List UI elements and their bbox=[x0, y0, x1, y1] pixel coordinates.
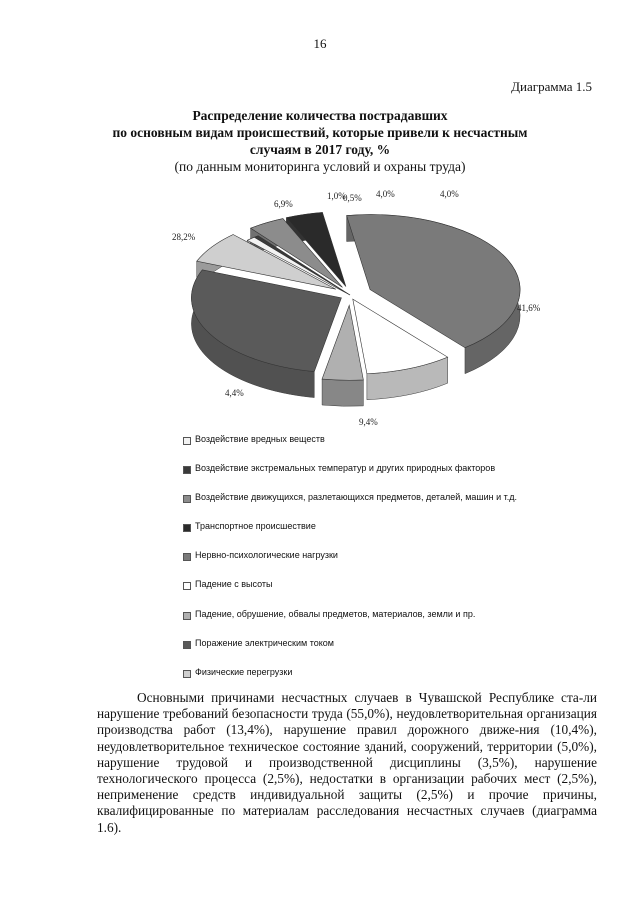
chart-title-line-2: по основным видам происшествий, которые привели к несчастным bbox=[112, 125, 528, 140]
legend-item bbox=[183, 550, 603, 579]
legend-swatch bbox=[183, 582, 191, 590]
legend-label: Поражение электрическим током bbox=[195, 637, 334, 648]
chart-subtitle: (по данным мониторинга условий и охраны труда) bbox=[174, 159, 466, 174]
pie-data-label: 4,0% bbox=[376, 189, 395, 199]
legend-item bbox=[183, 579, 603, 608]
legend-label: Воздействие экстремальных температур и других природных факторов bbox=[195, 463, 496, 474]
legend-item bbox=[183, 492, 603, 521]
chart-title-line-3: случаям в 2017 году, % bbox=[249, 142, 391, 157]
pie-data-label: 1,0% bbox=[327, 191, 346, 201]
page-number: 16 bbox=[313, 36, 327, 51]
legend-label: Транспортное происшествие bbox=[195, 521, 316, 532]
legend-label: Воздействие вредных веществ bbox=[195, 434, 325, 444]
legend-swatch bbox=[183, 524, 191, 532]
pie-data-label: 6,9% bbox=[274, 199, 293, 209]
legend-label: Падение, обрушение, обвалы предметов, материалов, земли и пр. bbox=[195, 608, 476, 619]
chart-title-line-1: Распределение количества пострадавших bbox=[192, 108, 448, 123]
chart-legend bbox=[183, 434, 603, 696]
legend-item bbox=[183, 463, 603, 492]
legend-label: Физические перегрузки bbox=[195, 666, 293, 677]
legend-swatch bbox=[183, 641, 191, 649]
pie-chart bbox=[150, 183, 570, 428]
legend-item bbox=[183, 434, 603, 463]
legend-swatch bbox=[183, 612, 191, 620]
legend-item bbox=[183, 638, 603, 667]
legend-item bbox=[183, 521, 603, 550]
diagram-label: Диаграмма 1.5 bbox=[511, 79, 592, 94]
legend-swatch bbox=[183, 670, 191, 678]
legend-swatch bbox=[183, 553, 191, 561]
legend-label: Нервно-психологические нагрузки bbox=[195, 550, 338, 561]
legend-item bbox=[183, 609, 603, 638]
pie-data-label: 41,6% bbox=[517, 303, 541, 313]
pie-data-label: 9,4% bbox=[359, 417, 378, 427]
pie-slice-side bbox=[322, 379, 363, 406]
pie-data-label: 28,2% bbox=[172, 232, 196, 242]
legend-label: Воздействие движущихся, разлетающихся предметов, деталей, машин и т.д. bbox=[195, 492, 518, 503]
chart-title bbox=[60, 107, 580, 175]
legend-swatch bbox=[183, 495, 191, 503]
pie-data-label: 0,5% bbox=[343, 193, 362, 203]
pie-data-label: 4,0% bbox=[440, 189, 459, 199]
legend-swatch bbox=[183, 437, 191, 445]
legend-swatch bbox=[183, 466, 191, 474]
legend-label: Падение с высоты bbox=[195, 579, 273, 590]
body-paragraph: Основными причинами несчастных случаев в Чувашской Республике ста-ли нарушение требований безопасности труда (55,0%), неудовлетворительная организация производства работ (13,4%), нарушение правил дорожного движе-ния (10,4%), неудовлетворительное техническое состояние зданий, сооружений, территории (5,0%), нарушение трудовой и производственной дисциплины (3,5%), нарушение технологического процесса (2,5%), недостатки в организации рабочих мест (2,5%), неприменение средств индивидуальной защиты (2,5%) и прочие причины, квалифицированные по материалам расследования несчастных случаев (диаграмма 1.6). bbox=[97, 690, 597, 835]
pie-data-label: 4,4% bbox=[225, 388, 244, 398]
